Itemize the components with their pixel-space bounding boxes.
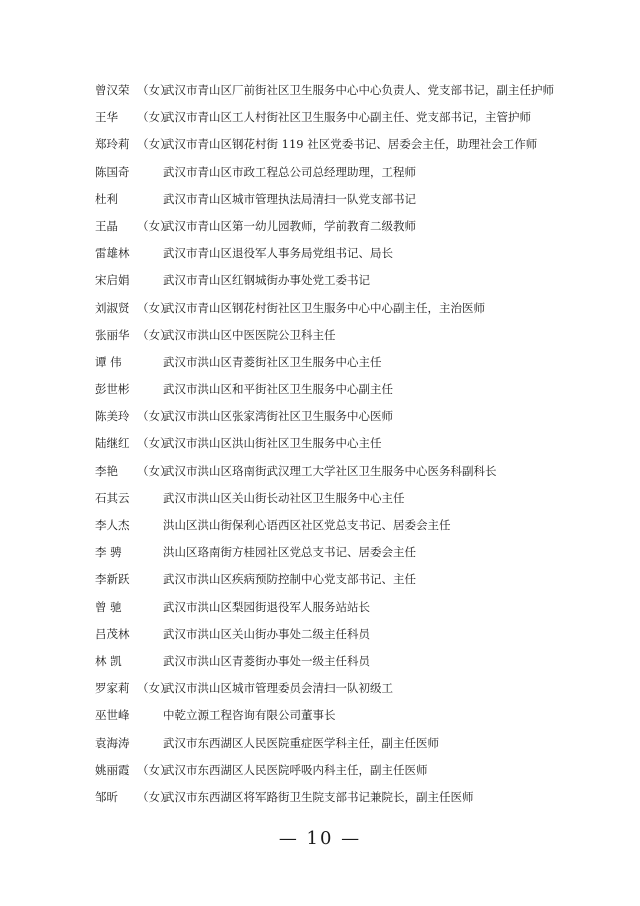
person-name: 刘淑贤 [95, 300, 130, 315]
person-title: 武汉市青山区工人村街社区卫生服务中心副主任、党支部书记，主管护师 [163, 110, 531, 125]
list-item [95, 733, 615, 760]
person-title: 武汉市青山区钢花村街 119 社区党委书记、居委会主任，助理社会工作师 [163, 137, 538, 152]
person-title: 武汉市洪山区洪山街社区卫生服务中心主任 [163, 436, 382, 451]
gender-note: （女） [137, 463, 172, 478]
list-item [95, 216, 615, 243]
person-title: 武汉市洪山区和平街社区卫生服务中心副主任 [163, 382, 393, 397]
person-title: 武汉市洪山区关山街长动社区卫生服务中心主任 [163, 490, 405, 505]
person-title: 中乾立源工程咨询有限公司董事长 [163, 708, 336, 723]
person-name: 姚丽霞 [95, 762, 130, 777]
list-item [95, 624, 615, 651]
person-name: 王华 [95, 110, 118, 125]
person-name: 陆继红 [95, 436, 130, 451]
person-name: 李新跃 [95, 572, 130, 587]
list-item [95, 270, 615, 297]
person-title: 洪山区洪山街保利心语西区社区党总支书记、居委会主任 [163, 518, 451, 532]
person-name: 袁海涛 [95, 735, 130, 750]
person-title: 武汉市洪山区张家湾街社区卫生服务中心医师 [163, 409, 393, 424]
person-title: 洪山区珞南街方桂园社区党总支书记、居委会主任 [163, 545, 416, 560]
list-item [95, 569, 615, 596]
person-name: 巫世峰 [95, 708, 130, 723]
list-item [95, 352, 615, 379]
list-item [95, 134, 615, 161]
list-item [95, 433, 615, 460]
person-name: 石其云 [95, 490, 130, 505]
person-title: 武汉市青山区厂前街社区卫生服务中心中心负责人、党支部书记，副主任护师 [163, 83, 554, 97]
person-title: 武汉市青山区城市管理执法局清扫一队党支部书记 [163, 191, 416, 206]
gender-note: （女） [137, 300, 172, 315]
gender-note: （女） [137, 83, 172, 97]
gender-note: （女） [137, 681, 172, 696]
person-name: 李人杰 [95, 518, 130, 532]
person-name: 陈国奇 [95, 164, 130, 179]
gender-note: （女） [137, 110, 172, 125]
person-name: 曾汉荣 [95, 83, 130, 97]
list-item [95, 760, 615, 787]
person-title: 武汉市东西湖区人民医院呼吸内科主任，副主任医师 [163, 762, 428, 777]
list-item [95, 515, 615, 542]
person-title: 武汉市青山区红钢城街办事处党工委书记 [163, 273, 370, 288]
person-name: 王晶 [95, 218, 118, 233]
person-name: 郑玲莉 [95, 137, 130, 152]
person-title: 武汉市洪山区珞南街武汉理工大学社区卫生服务中心医务科副科长 [163, 463, 497, 478]
gender-note: （女） [137, 789, 172, 804]
list-item [95, 243, 615, 270]
person-name: 林 凯 [95, 653, 122, 668]
list-item [95, 325, 615, 352]
person-title: 武汉市洪山区关山街办事处二级主任科员 [163, 626, 370, 641]
person-title: 武汉市青山区钢花村街社区卫生服务中心中心副主任，主治医师 [163, 300, 485, 315]
gender-note: （女） [137, 327, 172, 342]
list-item [95, 597, 615, 624]
person-name: 谭 伟 [95, 354, 122, 369]
person-title: 武汉市洪山区梨园街退役军人服务站站长 [163, 599, 370, 614]
list-item [95, 461, 615, 488]
page-number: — 10 — [278, 828, 362, 849]
person-title: 武汉市洪山区疾病预防控制中心党支部书记、主任 [163, 572, 416, 587]
person-name: 邹昕 [95, 789, 118, 804]
person-title: 武汉市洪山区青菱街社区卫生服务中心主任 [163, 354, 382, 369]
person-name: 曾 驰 [95, 599, 122, 614]
person-name: 李艳 [95, 463, 118, 478]
gender-note: （女） [137, 762, 172, 777]
list-item [95, 298, 615, 325]
person-title: 武汉市青山区市政工程总公司总经理助理，工程师 [163, 164, 416, 179]
person-name: 宋启娟 [95, 273, 130, 288]
person-name: 张丽华 [95, 327, 130, 342]
person-title: 武汉市洪山区青菱街办事处一级主任科员 [163, 653, 370, 668]
person-name: 吕茂林 [95, 626, 130, 641]
person-name: 杜利 [95, 191, 118, 206]
person-name: 陈美玲 [95, 409, 130, 424]
list-item [95, 678, 615, 705]
list-item [95, 542, 615, 569]
honoree-list [95, 80, 615, 814]
list-item [95, 488, 615, 515]
person-name: 李 骋 [95, 545, 122, 560]
list-item [95, 162, 615, 189]
person-name: 雷雄林 [95, 246, 130, 261]
list-item [95, 107, 615, 134]
person-title: 武汉市东西湖区人民医院重症医学科主任，副主任医师 [163, 735, 439, 750]
person-title: 武汉市东西湖区将军路街卫生院支部书记兼院长，副主任医师 [163, 789, 474, 804]
list-item [95, 787, 615, 814]
list-item [95, 80, 615, 107]
list-item [95, 406, 615, 433]
person-title: 武汉市青山区第一幼儿园教师，学前教育二级教师 [163, 218, 416, 233]
person-name: 彭世彬 [95, 382, 130, 397]
list-item [95, 705, 615, 732]
list-item [95, 651, 615, 678]
person-title: 武汉市青山区退役军人事务局党组书记、局长 [163, 246, 393, 261]
person-title: 武汉市洪山区中医医院公卫科主任 [163, 327, 336, 342]
gender-note: （女） [137, 218, 172, 233]
gender-note: （女） [137, 436, 172, 451]
list-item [95, 379, 615, 406]
gender-note: （女） [137, 409, 172, 424]
person-name: 罗家莉 [95, 681, 130, 696]
person-title: 武汉市洪山区城市管理委员会清扫一队初级工 [163, 681, 393, 696]
gender-note: （女） [137, 137, 172, 152]
list-item [95, 189, 615, 216]
